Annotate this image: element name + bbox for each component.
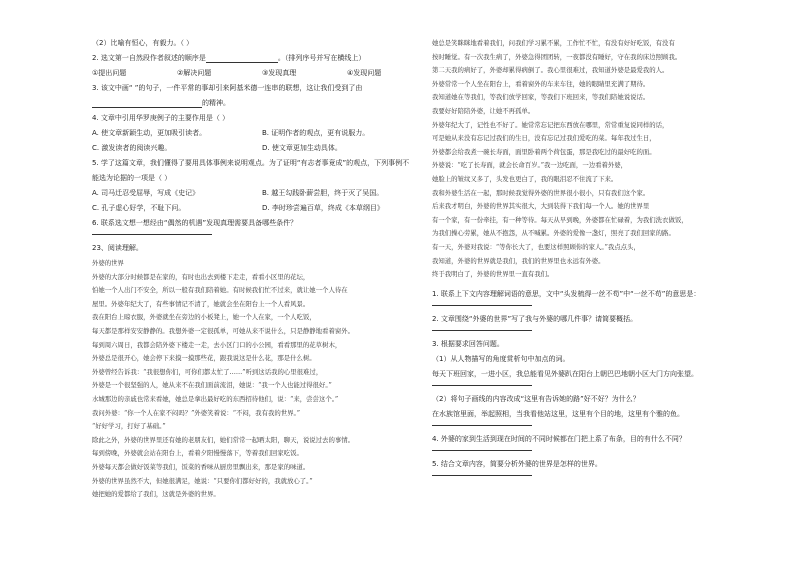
question-2 bbox=[92, 53, 432, 63]
question-5-options-ab bbox=[92, 188, 432, 198]
question-2-tail: 。（排列序号并写在横线上） bbox=[277, 54, 366, 62]
answer-blank[interactable] bbox=[206, 54, 278, 63]
passage-title: 外婆的世界 bbox=[92, 259, 124, 267]
option-d: D. 使文章更加生动具体。 bbox=[262, 144, 342, 152]
passage-line: 我问外婆：“你一个人在家不闷吗？”外婆笑着说：“不闷，我有我的世界。” bbox=[92, 408, 300, 417]
passage-line: 我知道她在等我们，等我们放学回家，等我们下班回来，等我们陪她说说话。 bbox=[432, 93, 650, 102]
passage-line: 外婆的大部分时候都是在家的，有时也出去到楼下走走，看看小区里的花坛， bbox=[92, 272, 310, 281]
question-5: 5. 学了这篇文章，我们懂得了要用具体事例来说明观点。为了证明“有志者事竟成”的观点，下列事例不 bbox=[92, 159, 410, 167]
answer-line[interactable] bbox=[432, 305, 532, 306]
option-a: A. 司马迁忍受屈辱，写成《史记》 bbox=[92, 189, 200, 197]
question-5-options-cd bbox=[92, 203, 432, 213]
reading-question-4: 4. 外婆的家到生活到现在时间的不同时候都在门把上系了布条，目的有什么不同？ bbox=[432, 434, 686, 443]
question-3-line-2 bbox=[92, 98, 432, 108]
passage-line: 她脸上的皱纹又多了，头发也更白了，我的眼泪忍不住流了下来。 bbox=[432, 174, 618, 183]
option-c: C. 激发读者的阅读兴趣。 bbox=[92, 144, 172, 152]
question-3-tail: 的精神。 bbox=[202, 99, 230, 107]
option-text: ②解决问题 bbox=[177, 69, 212, 77]
passage-body bbox=[92, 272, 432, 500]
answer-line[interactable] bbox=[432, 425, 532, 426]
left-column bbox=[92, 38, 432, 503]
passage-line: 屋里。外婆年纪大了，有些事情记不清了，她就会坐在阳台上一个人看风景。 bbox=[92, 299, 310, 308]
answer-line[interactable] bbox=[432, 330, 532, 331]
option-text: ④发现问题 bbox=[347, 69, 382, 77]
reading-question-3-2-sentence: 在水族馆里面，举起照相，当我看他站这里，这里有个目的地，这里有个雅的鱼。 bbox=[432, 409, 684, 418]
passage-line: 可是她从来没有忘记过我们的生日，没有忘记过我们爱吃的菜。每年我过生日， bbox=[432, 134, 656, 143]
passage-line: 我在阳台上晾衣服，外婆就坐在旁边的小板凳上，她一个人在家，一个人吃饭， bbox=[92, 313, 316, 322]
question-2-options bbox=[92, 68, 432, 78]
passage-line: 后来我才明白，外婆的世界其实很大，大到装得下我们每一个人。她的世界里 bbox=[432, 202, 650, 211]
passage-line: 我和外婆生活在一起，那时候我觉得外婆的世界很小很小，只有我们这个家。 bbox=[432, 188, 650, 197]
passage-line: 怕她一个人出门不安全，所以一般有我们陪着她。有时候我们忙不过来，就让她一个人待在 bbox=[92, 286, 348, 295]
question-5-line-2: 能选为论据的一项是（ ） bbox=[92, 174, 172, 182]
question-2-item: （2）比喻有恒心，有毅力。（ ） bbox=[92, 39, 194, 47]
reading-question-3-2: （2）将句子画线的内容改成“这里有告诉她的路”好不好？为什么？ bbox=[432, 394, 640, 403]
passage-line: 有一天，外婆对我说：“等你长大了，也要这样照顾你的家人。”我点点头， bbox=[432, 242, 640, 251]
passage-line: 有一个家，有一份牵挂，有一种等待。每天从早到晚，外婆都在忙碌着，为我们洗衣做饭， bbox=[432, 215, 688, 224]
reading-question-3-1: （1）从人物描写的角度赏析句中加点的词。 bbox=[432, 354, 570, 363]
question-4-options-cd bbox=[92, 143, 432, 153]
answer-line[interactable] bbox=[432, 450, 532, 451]
passage-line: 我知道，外婆的世界就是我们，我们的世界里也永远有外婆。 bbox=[432, 256, 605, 265]
passage-line: 每到周六周日，我都会陪外婆下楼走一走，去小区门口的小公园，看看那里的花草树木， bbox=[92, 340, 342, 349]
reading-question-2: 2. 文章围绕“外婆的世界”写了我与外婆的哪几件事？请简要概括。 bbox=[432, 314, 638, 323]
answer-line[interactable] bbox=[432, 385, 532, 386]
option-b: B. 证明作者的观点，更有说服力。 bbox=[262, 129, 370, 137]
passage-line: 第二天我的病好了，外婆却累得病倒了。我心里很难过，我知道外婆是最爱我的人。 bbox=[432, 66, 669, 75]
question-3: 3. 该文中画“ ”的句子，一件平常的事却引来阿基米德一连串的联想，这让我们受到了由 bbox=[92, 84, 363, 92]
section-title: 23、阅读理解。 bbox=[92, 244, 143, 252]
option-d: D. 李时珍尝遍百草，终成《本草纲目》 bbox=[262, 204, 384, 212]
option-a: A. 使文章新颖生动，更加吸引读者。 bbox=[92, 129, 207, 137]
passage-line: 外婆说：“吃了长寿面，就会长命百岁。”我一边吃面，一边看着外婆， bbox=[432, 161, 628, 170]
option-text: ①提出问题 bbox=[92, 69, 127, 77]
reading-question-3-1-sentence: 每天下班回家，一进小区，我总能看见外婆趴在阳台上朝巴巴地朝小区大门方向张望。 bbox=[432, 369, 698, 378]
passage-line: 外婆总是很开心，她会停下来摸一摸那些花，跟我说这是什么花，那是什么树。 bbox=[92, 354, 316, 363]
passage-line: 外婆都会给我煮一碗长寿面，面里卧着两个荷包蛋，那是我吃过的最好吃的面。 bbox=[432, 147, 656, 156]
passage-line: 她总是笑眯眯地看着我们，问我们学习累不累，工作忙不忙，有没有好好吃饭，有没有 bbox=[432, 39, 675, 47]
passage-line: 我要好好陪陪外婆，让她不再孤单。 bbox=[432, 106, 535, 115]
answer-line[interactable] bbox=[432, 475, 532, 476]
passage-line: 除此之外，外婆的世界里还有她的老朋友们，她们常常一起晒太阳，聊天，说说过去的事情。 bbox=[92, 435, 355, 444]
option-text: ③发现真理 bbox=[262, 69, 297, 77]
passage-line: 终于我明白了，外婆的世界里一直有我们。 bbox=[432, 270, 554, 279]
passage-line: 每到傍晚，外婆就会站在阳台上，看着夕阳慢慢落下，等着我们回家吃饭。 bbox=[92, 449, 303, 458]
option-b: B. 越王勾践卧薪尝胆，终于灭了吴国。 bbox=[262, 189, 384, 197]
passage-line: 为我们操心劳累，她从不抱怨，从不喊累。外婆的爱像一盏灯，照亮了我们回家的路。 bbox=[432, 229, 675, 238]
option-c: C. 孔子虚心好学，不耻下问。 bbox=[92, 204, 186, 212]
passage-line: 她把她的爱都给了我们，这就是外婆的世界。 bbox=[92, 490, 220, 499]
reading-question-3: 3. 根据要求回答问题。 bbox=[432, 339, 504, 348]
passage-line: “好好学习，打好了基础。” bbox=[92, 422, 166, 431]
answer-blank[interactable] bbox=[92, 99, 202, 108]
passage-line: 每天都是那样安安静静的。我想外婆一定很孤单，可她从来不说什么，只是静静地看着窗外。 bbox=[92, 326, 355, 335]
passage-line: 外婆年纪大了，记性也不好了。她常常忘记把东西放在哪里，常常重复说同样的话， bbox=[432, 120, 669, 129]
answer-line[interactable] bbox=[92, 234, 212, 235]
passage-line: 外婆的世界虽然不大，但她很满足，她说：“只要你们都好好的，我就放心了。” bbox=[92, 476, 313, 485]
right-column bbox=[432, 38, 762, 484]
passage-line: 外婆每天都会做好饭菜等我们，饭菜的香味从厨房里飘出来，那是家的味道。 bbox=[92, 462, 310, 471]
question-2-text: 2. 选文第一自然段作者叙述的顺序是 bbox=[92, 54, 206, 62]
passage-line: 外婆常常一个人坐在阳台上，看着窗外的车来车往，她的眼睛里充满了期待。 bbox=[432, 79, 650, 88]
reading-question-1: 1. 联系上下文内容理解词语的意思，文中“头发梳得一丝不苟”中“一丝不苟”的意思是： bbox=[432, 289, 701, 298]
question-4-options-ab bbox=[92, 128, 432, 138]
question-6: 6. 联系选文想一想经由“偶然的机遇”发现真理需要具备哪些条件？ bbox=[92, 219, 298, 227]
passage-line: 水城那边的亲戚也常来看她，她总是拿出最好吃的东西招待他们，说：“来，尝尝这个。” bbox=[92, 394, 339, 403]
reading-question-5: 5. 结合文章内容，简要分析外婆的世界是怎样的世界。 bbox=[432, 459, 602, 468]
question-4: 4. 文章中引用华罗庚例子的主要作用是（ ） bbox=[92, 114, 230, 122]
passage-line: 外婆曾经告诉我：“我很想你们，可你们都太忙了……”听到这话我的心里很难过， bbox=[92, 367, 323, 376]
passage-continued bbox=[432, 38, 762, 279]
passage-line: 外婆是一个很坚强的人，她从来不在我们面前流泪，她说：“我一个人也能过得很好。” bbox=[92, 381, 332, 390]
passage-line: 按时睡觉。有一次我生病了，外婆急得团团转，一夜都没有睡好，守在我的床边照顾我。 bbox=[432, 52, 682, 61]
